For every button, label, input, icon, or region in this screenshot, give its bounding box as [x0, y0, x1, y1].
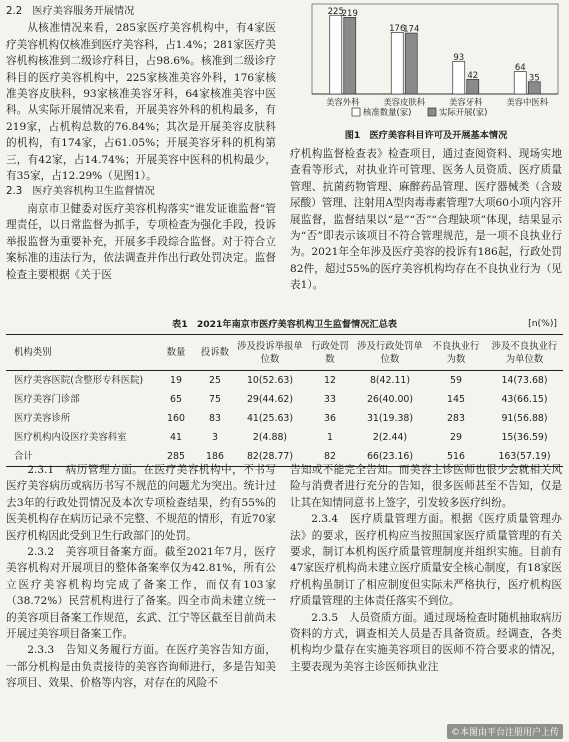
table-cell: 285	[167, 451, 185, 462]
table-cell: 65	[170, 394, 182, 405]
table-header-cell: 涉及行政处罚单位数	[357, 340, 423, 365]
table-header-cell: 行政处罚数	[311, 340, 349, 365]
bar-actual	[344, 17, 356, 94]
table-cell: 36	[324, 413, 336, 424]
table-row	[6, 428, 563, 447]
table-row	[6, 390, 563, 409]
data-label: 225	[327, 6, 344, 17]
table-cell: 29(44.62)	[246, 394, 294, 405]
table-cell: 12	[324, 375, 336, 386]
table-cell: 83	[209, 413, 221, 424]
table-cell: 41	[170, 432, 182, 443]
figure-1	[290, 2, 562, 144]
table-cell: 1	[327, 432, 333, 443]
data-label: 42	[467, 70, 479, 81]
data-label: 219	[341, 8, 358, 19]
table-cell: 25	[209, 375, 221, 386]
table-cell: 75	[209, 394, 221, 405]
table-cell: 66(23.16)	[366, 451, 414, 462]
bar-chart	[290, 2, 562, 126]
paragraph-supervision: 南京市卫健委对医疗美容机构落实“谁发证谁监督”管理责任，以日常监督为抓手，专项检查为强化手段，投诉举报监督为重要补充，开展多手段综合监督。对于符合立案标准的违法行为，依法调查并作出行政处罚决定。监督检查主要根据《关于医	[6, 202, 276, 281]
table-cell: 145	[447, 394, 465, 405]
table-cell: 163(57.19)	[498, 451, 551, 462]
table-header-row	[6, 335, 563, 371]
paragraph-2-3-3: 2.3.3 告知义务履行方面。在医疗美容告知方面，一部分机构是由负责接待的美容咨询师进行，多是告知美容项目、效果、价格等内容，对存在的风险不	[6, 644, 276, 690]
table-cell: 15(36.59)	[501, 432, 548, 443]
data-label: 174	[403, 24, 420, 35]
watermark: ©本图由平台注册用户上传	[447, 724, 563, 739]
left-column	[6, 4, 276, 283]
table-header-cell: 不良执业行为数	[432, 340, 480, 365]
table-cell: 合计	[14, 451, 33, 462]
table-cell: 29	[450, 432, 462, 443]
section-heading-2-2: 2.2 医疗美容服务开展情况	[6, 6, 135, 17]
table-header-cell: 投诉数	[200, 347, 230, 358]
table-cell: 14(73.68)	[501, 375, 548, 386]
table-body	[6, 371, 563, 467]
table-header-cell: 机构类别	[14, 347, 52, 358]
legend-swatch	[352, 108, 360, 116]
table-header-cell: 涉及投诉举报单位数	[237, 340, 303, 365]
table-row	[6, 371, 563, 391]
supervision-table	[6, 334, 563, 467]
table-cell: 医疗美容医院(含整形专科医院)	[14, 375, 144, 386]
table-1	[6, 318, 563, 467]
table-row	[6, 409, 563, 428]
table-cell: 2(2.44)	[372, 432, 408, 443]
table-cell: 33	[324, 394, 336, 405]
x-tick-label: 美容牙科	[449, 97, 483, 107]
legend-swatch	[428, 108, 436, 116]
table-cell: 医疗美容门诊部	[14, 394, 80, 405]
paragraph-2-3-3-cont: 告知或不能完全告知。而美容主诊医师也很少会就相关风险与消费者进行充分的告知，很多医师甚至不告知，仅是让其在知情同意书上签字，引发较多医疗纠纷。	[290, 464, 562, 509]
bar-actual	[467, 79, 479, 94]
paragraph-2-3-4: 2.3.4 医疗质量管理方面。根据《医疗质量管理办法》的要求，医疗机构应当按照国家医疗质量管理的有关要求，制订本机构医疗质量管理制度并组织实施。目前有47家医疗机构尚未建立医疗质量安全核心制度，有18家医疗机构虽制订了相应制度但实际未严格执行，医疗机构医疗质量管理的主体责任落实不到位。	[290, 513, 562, 608]
data-label: 176	[389, 23, 406, 34]
table-cell: 186	[206, 451, 224, 462]
table-cell: 31(19.38)	[366, 413, 414, 424]
figure-caption: 图1 医疗美容科目许可及开展基本情况	[344, 130, 508, 141]
table-cell: 516	[447, 451, 465, 462]
paragraph-service-status: 从核准情况来看，285家医疗美容机构中，有4家医疗美容机构仅核准到医疗美容科，占1.4%；281家医疗美容机构核准到二级诊疗科目，占98.6%。核准到二级诊疗科目的医疗美容机构中，225家核准美容外科，176家核准美容皮肤科，93家核准美容牙科，64家核准美容中医科。从实际开展情况来看，开展美容外科的机构最多，有219家，占机构总数的76.84%；其次是开展美容皮肤科的机构，有174家，占61.05%；开展美容牙科的机构第三，有42家，占14.74%；开展美容中医科的机构最少，有35家，占12.29%（见图1）。	[6, 22, 276, 183]
legend-label: 实际开展(家)	[439, 107, 488, 117]
table-unit: [n(%)]	[528, 318, 557, 329]
bar-actual	[405, 33, 417, 94]
paragraph-2-3-2: 2.3.2 美容项目备案方面。截至2021年7月，医疗美容机构对开展项目的整体备案率仅为42.81%，所有公立医疗美容机构均完成了备案工作，而仅有103家（38.72%）民营机构进行了备案。四全市尚未建立统一的美容项目备案工作规范，玄武、江宁等区截至目前尚未开展过美容项目备案工作。	[6, 546, 276, 641]
paragraph-supervision-cont: 疗机构监督检查表》检查项目，通过查阅资料、现场实地查看等形式，对执业许可管理、医务人员资质、医疗质量管理、抗菌药物管理、麻醉药品管理、医疗器械类（含玻尿酸）管理、注射用A型肉毒毒素管理7大项60小项内容开展监督，监督结果以“是”“否”“合理缺项”体现，结果显示为“否”即表示该项目不符合管理规范，是一项不良执业行为。2021年全年涉及医疗美容的投诉有186起，行政处罚82件，超过55%的医疗美容机构均存在不良执业行为（见表1）。	[290, 148, 562, 292]
table-cell: 3	[212, 432, 218, 443]
data-label: 35	[528, 73, 540, 84]
right-column	[290, 146, 562, 294]
bar-approved	[514, 72, 526, 94]
table-cell: 82(28.77)	[246, 451, 294, 462]
table-cell: 8(42.11)	[369, 375, 411, 386]
table-cell: 160	[167, 413, 185, 424]
table-cell: 19	[170, 375, 182, 386]
x-tick-label: 美容皮肤科	[383, 97, 426, 107]
bar-approved	[453, 61, 465, 94]
legend-label: 核准数量(家)	[363, 107, 412, 117]
bottom-left-column	[6, 462, 276, 692]
table-header-cell: 涉及不良执业行为单位数	[491, 340, 558, 365]
table-cell: 医疗美容诊所	[14, 413, 71, 424]
table-cell: 2(4.88)	[252, 432, 288, 443]
data-label: 93	[453, 52, 465, 63]
paragraph-2-3-1: 2.3.1 病历管理方面。在医疗美容机构中，不书写医疗美容病历或病历书写不规范的问题尤为突出。统计过去3年的行政处罚情况及本次专项检查结果，约有55%的医美机构存在病历记录不完整、不规范的情形，有近70家医疗机构因此受到卫生行政部门的处罚。	[6, 464, 276, 542]
table-title: 表1 2021年南京市医疗美容机构卫生监督情况汇总表	[172, 319, 397, 330]
table-cell: 10(52.63)	[246, 375, 294, 386]
bar-actual	[528, 82, 540, 94]
data-label: 64	[514, 63, 526, 74]
table-cell: 医疗机构内设医疗美容科室	[14, 432, 127, 443]
section-heading-2-3: 2.3 医疗美容机构卫生监督情况	[6, 186, 155, 198]
bar-approved	[330, 15, 342, 94]
x-tick-label: 美容中医科	[506, 97, 549, 107]
table-cell: 283	[447, 413, 465, 424]
table-cell: 91(56.88)	[501, 413, 548, 424]
table-cell: 41(25.63)	[246, 413, 294, 424]
table-header-cell: 数量	[166, 347, 186, 358]
table-cell: 26(40.00)	[366, 394, 414, 405]
table-cell: 43(66.15)	[501, 394, 548, 405]
table-cell: 59	[450, 375, 462, 386]
bottom-right-column	[290, 462, 562, 675]
bar-approved	[391, 32, 403, 94]
table-cell: 82	[324, 451, 336, 462]
x-tick-label: 美容外科	[326, 97, 360, 107]
paragraph-2-3-5: 2.3.5 人员资质方面。通过现场检查时随机抽取病历资料的方式，调查相关人员是否具备资质。经调查，各类机构均少量存在实施美容项目的医师不符合要求的情况，主要表现为美容主诊医师执业注	[290, 611, 562, 673]
